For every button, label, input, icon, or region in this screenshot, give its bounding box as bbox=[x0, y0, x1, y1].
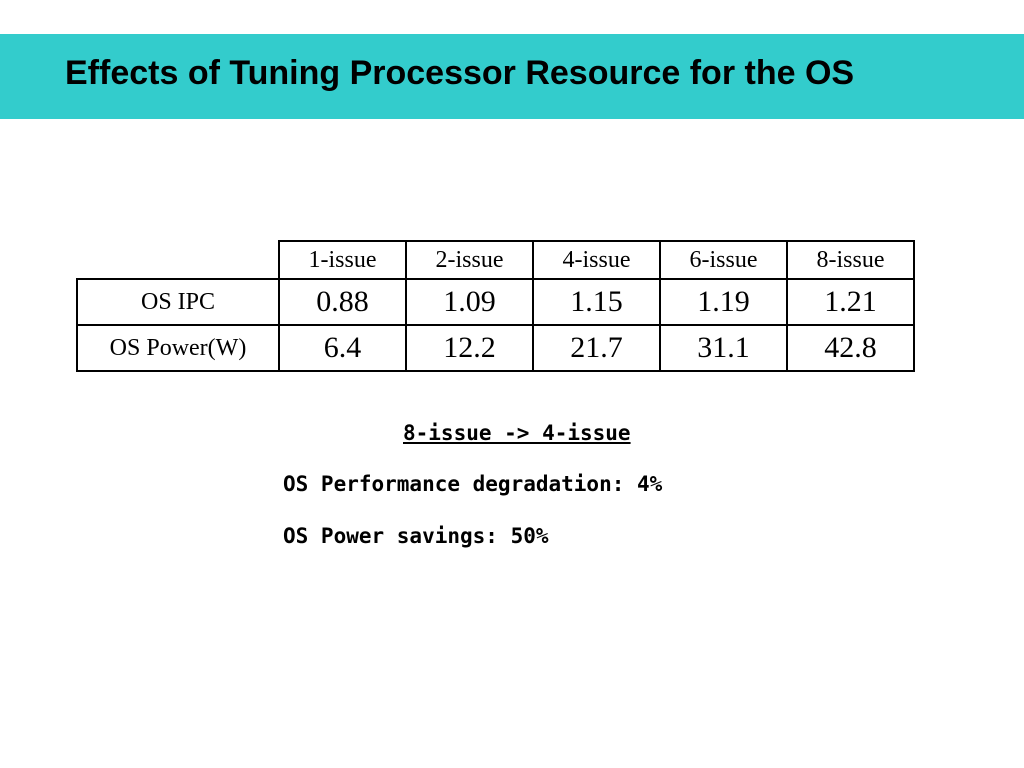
column-header-8-issue: 8-issue bbox=[787, 241, 914, 279]
column-header-4-issue: 4-issue bbox=[533, 241, 660, 279]
table-cell: 6.4 bbox=[279, 325, 406, 371]
note-power-savings: OS Power savings: 50% bbox=[283, 524, 549, 548]
row-label-os-ipc: OS IPC bbox=[77, 279, 279, 325]
table-cell: 1.09 bbox=[406, 279, 533, 325]
table-cell: 31.1 bbox=[660, 325, 787, 371]
notes-heading: 8-issue -> 4-issue bbox=[403, 421, 631, 445]
table-cell: 21.7 bbox=[533, 325, 660, 371]
table-cell: 1.15 bbox=[533, 279, 660, 325]
results-table bbox=[76, 240, 915, 372]
table-row-os-ipc bbox=[77, 279, 914, 325]
column-header-2-issue: 2-issue bbox=[406, 241, 533, 279]
table-cell: 42.8 bbox=[787, 325, 914, 371]
table-corner-cell bbox=[77, 241, 279, 279]
table-cell: 0.88 bbox=[279, 279, 406, 325]
table-cell: 1.19 bbox=[660, 279, 787, 325]
table-cell: 1.21 bbox=[787, 279, 914, 325]
slide-title: Effects of Tuning Processor Resource for the OS bbox=[65, 54, 855, 92]
table-cell: 12.2 bbox=[406, 325, 533, 371]
note-performance-degradation: OS Performance degradation: 4% bbox=[283, 472, 663, 496]
row-label-os-power: OS Power(W) bbox=[77, 325, 279, 371]
table-header-row bbox=[77, 241, 914, 279]
column-header-1-issue: 1-issue bbox=[279, 241, 406, 279]
column-header-6-issue: 6-issue bbox=[660, 241, 787, 279]
table-row-os-power bbox=[77, 325, 914, 371]
